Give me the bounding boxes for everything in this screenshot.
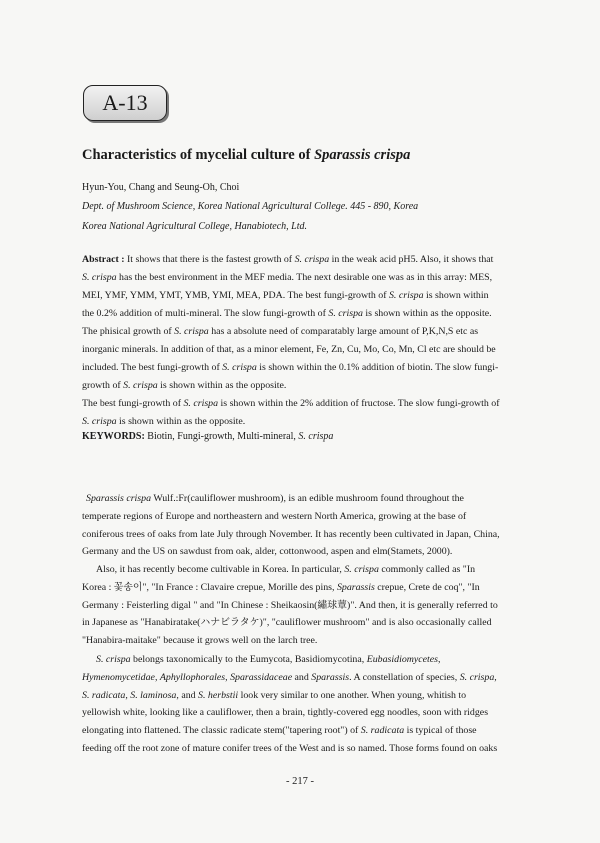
text-line: S. radicata, S. laminosa, and S. herbstii look very similar to one another. When young, whitish to bbox=[82, 689, 467, 701]
abstract-line: Abstract : It shows that there is the fastest growth of S. crispa in the weak acid pH5. Also, it shows that bbox=[82, 254, 494, 265]
text-line: "Hanabira-maitake" because it grows well on the larch tree. bbox=[82, 635, 318, 647]
text-line: Germany : Feisterling digal " and "In Chinese : Sheikaosin(繡球蕈)". And then, it is generally referred to bbox=[82, 599, 498, 611]
text-line: feeding off the root zone of mature conifer trees of the West and is so named. Those forms found on oaks bbox=[82, 742, 498, 754]
title-prefix: Characteristics of mycelial culture of bbox=[82, 147, 315, 163]
page-number: - 217 - bbox=[286, 776, 314, 787]
text-line: Sparassis crispa Wulf.:Fr(cauliflower mushroom), is an edible mushroom found throughout the bbox=[86, 493, 464, 504]
body-paragraph-1 bbox=[82, 490, 531, 561]
authors: Hyun-You, Chang and Seung-Oh, Choi bbox=[82, 182, 240, 193]
text-line: temperate regions of Europe and northeastern and western North America, growing at the base of bbox=[82, 510, 467, 522]
affiliation-2: Korea National Agricultural College, Hanabiotech, Ltd. bbox=[82, 221, 307, 232]
abstract-line: S. crispa is shown within as the opposite. bbox=[82, 416, 246, 427]
section-tab-label: A-13 bbox=[102, 90, 148, 115]
title-species: Sparassis crispa bbox=[314, 147, 411, 163]
text-line: Germany and the US on sawdust from oak, alder, cottonwood, aspen and elm(Stamets, 2000). bbox=[82, 546, 453, 558]
text-line: Also, it has recently become cultivable in Korea. In particular, S. crispa commonly called as "In bbox=[96, 564, 476, 575]
paper-title bbox=[82, 147, 542, 164]
abstract-line: growth of S. crispa is shown within as the opposite. bbox=[82, 380, 287, 391]
abstract bbox=[82, 251, 529, 431]
section-tab bbox=[83, 85, 167, 121]
text-line: coniferous trees of oaks from late July through November. It has recently been cultivated in Japan, China, bbox=[82, 528, 500, 540]
text-line: elongating into flattened. The classic radicate stem("tapering root") of S. radicata is typical of those bbox=[82, 725, 477, 737]
text-line: Hymenomycetidae, Aphyllophorales, Sparassidaceae and Sparassis. A constellation of species, S. crispa, bbox=[82, 671, 497, 683]
keywords-text: Biotin, Fungi-growth, Multi-mineral, S. crispa bbox=[147, 431, 334, 442]
text-line: Korea : 꽃송이", "In France : Clavaire crepue, Morille des pins, Sparassis crepue, Crete de coq", "In bbox=[82, 581, 480, 593]
abstract-line: inorganic minerals. In addition of that, as a minor element, Fe, Zn, Cu, Mo, Co, Mn, Cl etc are should be bbox=[82, 344, 496, 355]
abstract-line: included. The best fungi-growth of S. crispa is shown within the 0.1% addition of biotin. The slow fungi- bbox=[82, 362, 499, 373]
affiliation-1: Dept. of Mushroom Science, Korea National Agricultural College. 445 - 890, Korea bbox=[82, 201, 419, 212]
text-line: yellowish white, looking like a cauliflower, then a brain, tightly-covered egg noodles, soon with ridges bbox=[82, 707, 489, 719]
keywords bbox=[82, 431, 333, 442]
abstract-label: Abstract : bbox=[82, 254, 125, 265]
body-paragraph-2 bbox=[82, 561, 531, 650]
abstract-line: MEI, YMF, YMM, YMT, YMB, YMI, MEA, PDA. The best fungi-growth of S. crispa is shown within bbox=[82, 290, 489, 301]
abstract-line: The phisical growth of S. crispa has a absolute need of comparatably large amount of P,K,N,S etc as bbox=[82, 326, 479, 337]
body-paragraph-3 bbox=[82, 651, 531, 758]
abstract-line: the 0.2% addition of multi-mineral. The slow fungi-growth of S. crispa is shown within as the opposite. bbox=[82, 308, 492, 319]
keywords-label: KEYWORDS: bbox=[82, 431, 145, 442]
abstract-line: S. crispa has the best environment in the MEF media. The next desirable one was as in this array: MES, bbox=[82, 272, 493, 283]
text-line: in Japanese as "Hanabiratake(ハナビラタケ)", "cauliflower mushroom" and is also occasionally called bbox=[82, 617, 492, 629]
abstract-line: The best fungi-growth of S. crispa is shown within the 2% addition of fructose. The slow fungi-growth of bbox=[82, 398, 500, 409]
text-line: S. crispa belongs taxonomically to the Eumycota, Basidiomycotina, Eubasidiomycetes, bbox=[96, 654, 441, 665]
